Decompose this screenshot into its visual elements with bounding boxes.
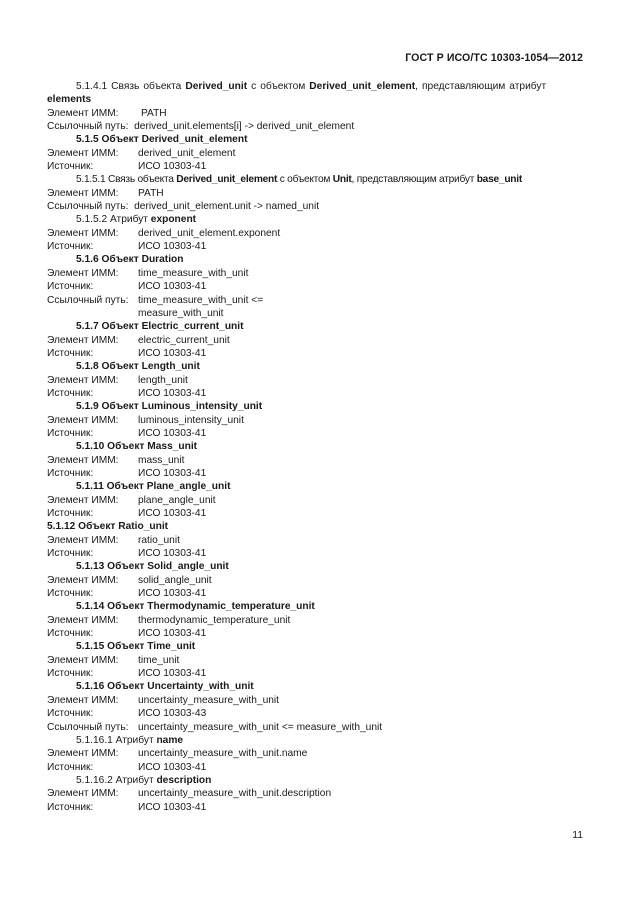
source-row: Источник: ИСО 10303-41 (47, 241, 207, 253)
imm-element-row: Элемент ИММ: derived_unit_element (47, 147, 236, 159)
imm-element-row: Элемент ИММ: time_unit (47, 654, 180, 666)
source-row: Источник: ИСО 10303-41 (47, 801, 207, 813)
ref-path-row: Ссылочный путь: derived_unit.elements[i] -> derived_unit_element (47, 121, 355, 133)
page-number: 11 (572, 830, 583, 841)
imm-element-row: Элемент ИММ: uncertainty_measure_with_unit.description (47, 788, 332, 800)
source-row: Источник: ИСО 10303-43 (47, 708, 207, 720)
imm-element-row: Элемент ИММ: uncertainty_measure_with_unit.name (47, 748, 308, 760)
document-body (47, 80, 583, 814)
clause-5-1-4-1-cont: elements (47, 94, 92, 106)
source-row: Источник: ИСО 10303-41 (47, 628, 207, 640)
attribute-heading: 5.1.16.1 Атрибут name (76, 734, 184, 746)
section-heading: 5.1.10 Объект Mass_unit (76, 441, 198, 453)
source-row: Источник: ИСО 10303-41 (47, 347, 207, 359)
source-row: Источник: ИСО 10303-41 (47, 588, 207, 600)
section-heading: 5.1.13 Объект Solid_angle_unit (76, 561, 229, 573)
source-row: Источник: ИСО 10303-41 (47, 281, 207, 293)
section-heading: 5.1.16 Объект Uncertainty_with_unit (76, 681, 254, 693)
section-heading: 5.1.14 Объект Thermodynamic_temperature_unit (76, 601, 315, 613)
imm-element-row: Элемент ИММ: electric_current_unit (47, 334, 230, 346)
source-row: Источник: ИСО 10303-41 (47, 467, 207, 479)
ref-path-row: Ссылочный путь: uncertainty_measure_with_unit <= measure_with_unit (47, 721, 383, 733)
clause-5-1-4-1: 5.1.4.1 Связь объекта Derived_unit с объектом Derived_unit_element, представляющим атрибут (76, 81, 547, 92)
section-heading: 5.1.6 Объект Duration (76, 254, 184, 266)
attribute-heading: 5.1.5.2 Атрибут exponent (76, 214, 197, 226)
section-heading: 5.1.12 Объект Ratio_unit (47, 521, 169, 533)
ref-path-continuation: measure_with_unit (138, 307, 224, 319)
ref-path-row: Ссылочный путь: time_measure_with_unit <= (47, 294, 264, 306)
imm-element-row: Элемент ИММ: length_unit (47, 374, 188, 386)
section-heading: 5.1.15 Объект Time_unit (76, 641, 196, 653)
imm-element-row: Элемент ИММ: derived_unit_element.exponent (47, 227, 281, 239)
section-heading: 5.1.11 Объект Plane_angle_unit (76, 481, 231, 493)
source-row: Источник: ИСО 10303-41 (47, 508, 207, 519)
ref-path-row: Ссылочный путь: derived_unit_element.unit -> named_unit (47, 201, 320, 213)
section-heading: 5.1.7 Объект Electric_current_unit (76, 321, 244, 333)
source-row: Источник: ИСО 10303-41 (47, 387, 207, 399)
source-row: Источник: ИСО 10303-41 (47, 161, 207, 173)
imm-element-row: Элемент ИММ: luminous_intensity_unit (47, 414, 244, 426)
imm-element-row: Элемент ИММ: thermodynamic_temperature_unit (47, 614, 291, 626)
document-header: ГОСТ Р ИСО/ТС 10303-1054—2012 (405, 52, 583, 64)
imm-element-row: Элемент ИММ: time_measure_with_unit (47, 267, 249, 279)
clause-5-1-5-1: 5.1.5.1 Связь объекта Derived_unit_element с объектом Unit, представляющим атрибут base_unit (76, 174, 523, 186)
imm-element-row: Элемент ИММ: uncertainty_measure_with_unit (47, 694, 280, 706)
imm-element-row: Элемент ИММ: PATH (47, 187, 164, 199)
imm-element-row: Элемент ИММ: plane_angle_unit (47, 494, 216, 506)
imm-element-row: Элемент ИММ: solid_angle_unit (47, 574, 212, 586)
source-row: Источник: ИСО 10303-41 (47, 761, 207, 773)
source-row: Источник: ИСО 10303-41 (47, 427, 207, 439)
source-row: Источник: ИСО 10303-41 (47, 668, 207, 680)
attribute-heading: 5.1.16.2 Атрибут description (76, 774, 212, 786)
source-row: Источник: ИСО 10303-41 (47, 548, 207, 560)
imm-element-row: Элемент ИММ: PATH (47, 107, 167, 119)
imm-element-row: Элемент ИММ: mass_unit (47, 454, 185, 466)
section-heading: 5.1.9 Объект Luminous_intensity_unit (76, 401, 263, 413)
section-heading: 5.1.8 Объект Length_unit (76, 361, 200, 373)
imm-element-row: Элемент ИММ: ratio_unit (47, 534, 180, 546)
section-heading: 5.1.5 Объект Derived_unit_element (76, 134, 248, 146)
